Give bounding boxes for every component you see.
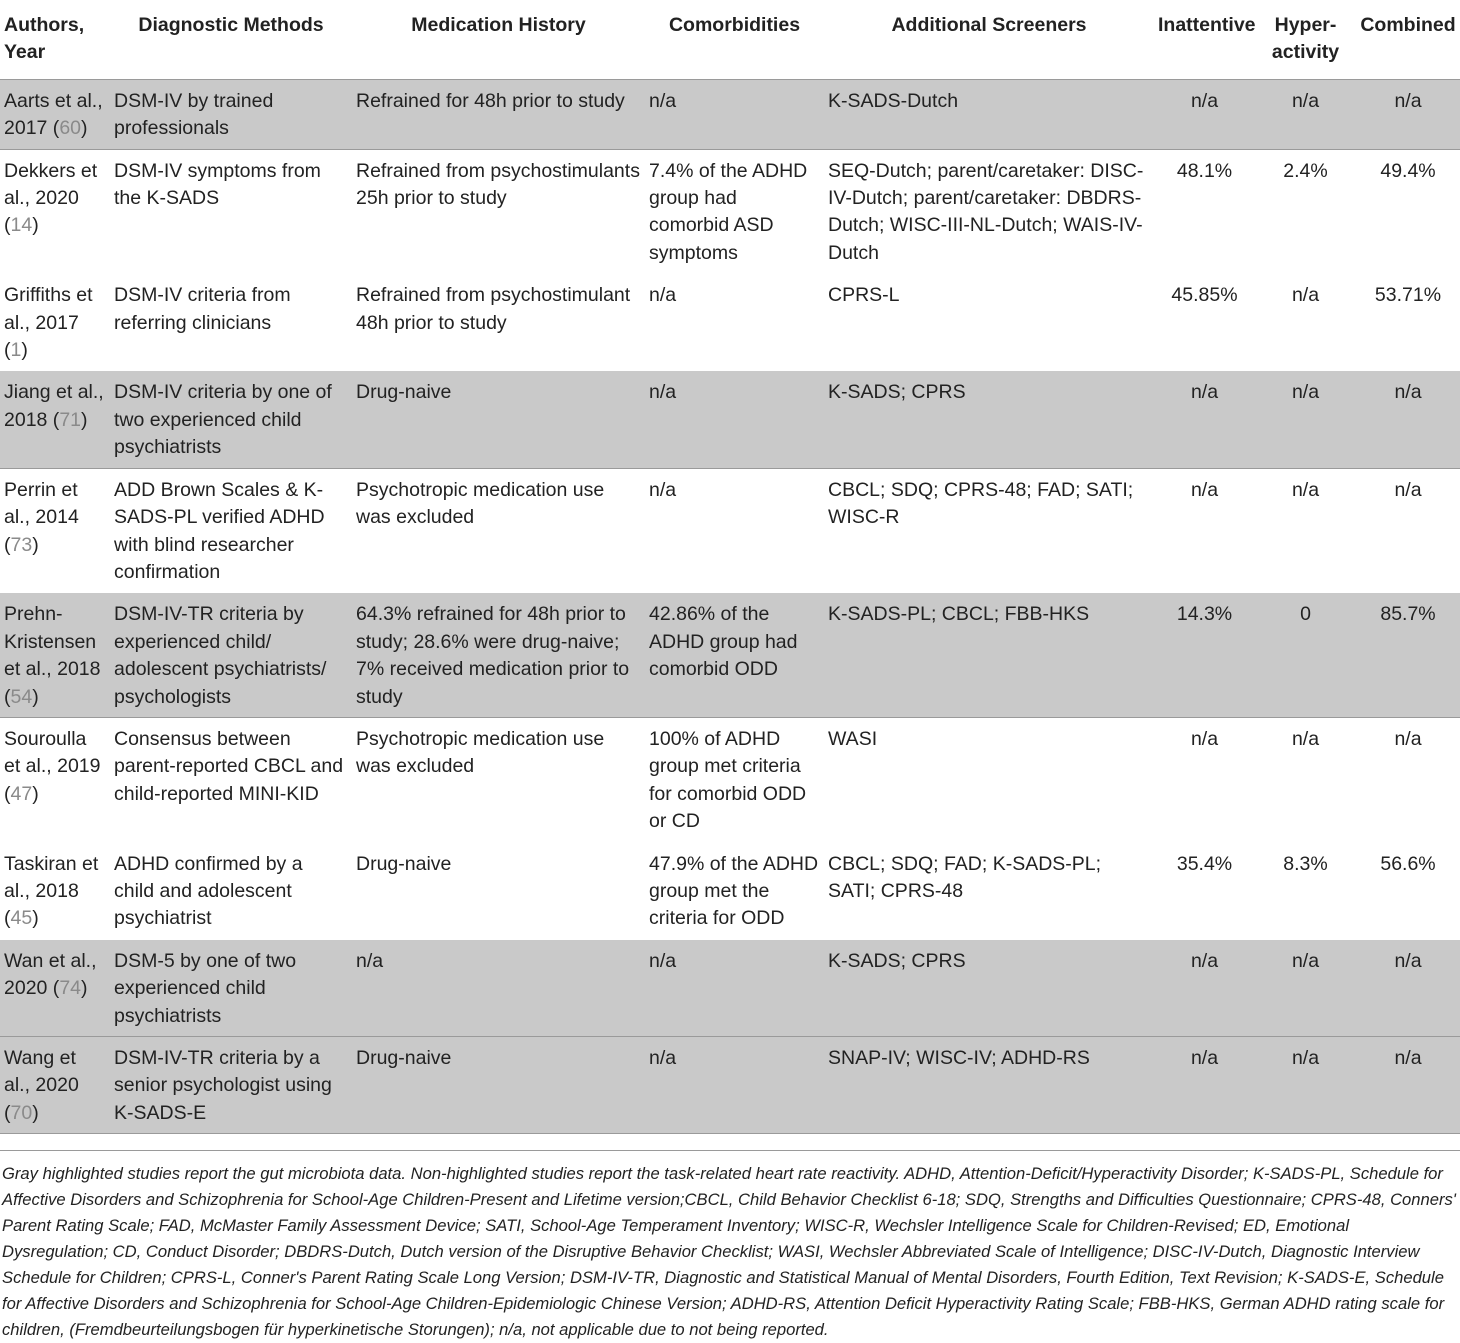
cell-medication-history: 64.3% refrained for 48h prior to study; 28.6% were drug-naive; 7% received medication prior to study	[352, 593, 645, 718]
table-row	[0, 274, 1460, 371]
author-year-text: Dekkers et al., 2020	[4, 159, 98, 210]
cell-hyperactivity: n/a	[1291, 284, 1320, 307]
cell-hyperactivity: n/a	[1291, 727, 1320, 750]
cell-author-year: Prehn-Kristensen et al., 2018 (54)	[0, 593, 110, 718]
cell-inattentive: 35.4%	[1176, 852, 1233, 875]
cell-additional-screeners: CBCL; SDQ; CPRS-48; FAD; SATI; WISC-R	[828, 478, 1134, 529]
author-year-text: Perrin et al., 2014	[4, 478, 79, 529]
cell-combined: n/a	[1394, 478, 1422, 501]
cell-inattentive: n/a	[1154, 939, 1255, 1036]
header-inattentive: Inattentive	[1154, 0, 1255, 79]
cell-medication-history: Drug-naive	[356, 852, 452, 875]
cell-diagnostic-methods: DSM-IV criteria from referring clinicians	[114, 284, 291, 334]
cell-comorbidities: 47.9% of the ADHD group met the criteria for ODD	[649, 852, 819, 930]
cell-additional-screeners: K-SADS-PL; CBCL; FBB-HKS	[824, 593, 1154, 718]
cell-comorbidities: n/a	[649, 478, 677, 501]
reference-link[interactable]: 70	[10, 1101, 33, 1124]
reference-link[interactable]: 71	[59, 408, 82, 431]
cell-hyperactivity: n/a	[1255, 1037, 1356, 1134]
header-diagnostic-methods: Diagnostic Methods	[110, 0, 352, 79]
table-row	[0, 842, 1460, 939]
cell-additional-screeners: SEQ-Dutch; parent/caretaker: DISC-IV-Dutch; parent/caretaker: DBDRS-Dutch; WISC-III-NL-Dutch; WAIS-IV-Dutch	[828, 159, 1144, 264]
cell-combined: n/a	[1356, 1037, 1460, 1134]
cell-diagnostic-methods: DSM-IV criteria by one of two experienced child psychiatrists	[110, 371, 352, 468]
table-row	[0, 468, 1460, 593]
cell-hyperactivity: 8.3%	[1283, 852, 1328, 875]
author-year-text: Wan et al., 2020	[4, 949, 97, 1000]
header-combined: Combined	[1356, 0, 1460, 79]
author-year-text: Jiang et al., 2018	[4, 381, 104, 431]
reference-link[interactable]: 45	[10, 907, 33, 930]
author-year-text: Prehn-Kristensen et al., 2018	[4, 603, 101, 681]
author-year-text: Souroulla et al., 2019	[4, 727, 101, 778]
cell-inattentive: n/a	[1154, 371, 1255, 468]
header-hyperactivity: Hyper-activity	[1255, 0, 1356, 79]
cell-combined: n/a	[1356, 79, 1460, 149]
cell-inattentive: n/a	[1154, 79, 1255, 149]
reference-link[interactable]: 74	[59, 977, 82, 1000]
cell-author-year: Taskiran et al., 2018 (45)	[4, 852, 99, 930]
cell-comorbidities: n/a	[645, 79, 824, 149]
header-medication-history: Medication History	[352, 0, 645, 79]
cell-medication-history: Refrained from psychostimulant 48h prior to study	[356, 284, 631, 334]
reference-link[interactable]: 1	[10, 339, 22, 362]
cell-author-year: Perrin et al., 2014 (73)	[4, 478, 79, 556]
author-year-text: Aarts et al., 2017	[4, 89, 103, 140]
table-footnote: Gray highlighted studies report the gut microbiota data. Non-highlighted studies report the task-related heart rate reactivity. ADHD, Attention-Deficit/Hyperactivity Disorder; K-SADS-PL, Schedule for Affective Disorders and Schizophrenia for School-Age Children-Present and Lifetime version;CBCL, Child Behavior Checklist 6-18; SDQ, Strengths and Difficulties Questionnaire; CPRS-48, Conners' Parent Rating Scale; FAD, McMaster Family Assessment Device; SATI, School-Age Temperament Inventory; WISC-R, Wechsler Intelligence Scale for Children-Revised; ED, Emotional Dysregulation; CD, Conduct Disorder; DBDRS-Dutch, Dutch version of the Disruptive Behavior Checklist; WASI, Wechsler Abbreviated Scale of Intelligence; DISC-IV-Dutch, Diagnostic Interview Schedule for Children; CPRS-L, Conner's Parent Rating Scale Long Version; DSM-IV-TR, Diagnostic and Statistical Manual of Mental Disorders, Fourth Edition, Text Revision; K-SADS-E, Schedule for Affective Disorders and Schizophrenia for School-Age Children-Epidemiologic Chinese Version; ADHD-RS, Attention Deficit Hyperactivity Rating Scale; FBB-HKS, German ADHD rating scale for children, (Fremdbeurteilungsbogen für hyperkinetische Storungen); n/a, not applicable due to not being reported.	[0, 1150, 1460, 1343]
cell-author-year: Dekkers et al., 2020 (14)	[4, 159, 98, 237]
cell-hyperactivity: n/a	[1255, 79, 1356, 149]
cell-medication-history: n/a	[352, 939, 645, 1036]
cell-combined: n/a	[1394, 727, 1422, 750]
header-additional-screeners: Additional Screeners	[824, 0, 1154, 79]
table-row	[0, 371, 1460, 468]
cell-diagnostic-methods: ADHD confirmed by a child and adolescent psychiatrist	[114, 852, 303, 930]
author-year-text: Griffiths et al., 2017	[4, 284, 93, 334]
cell-medication-history: Refrained for 48h prior to study	[352, 79, 645, 149]
cell-author-year: Griffiths et al., 2017 (1)	[4, 284, 93, 362]
table-row	[0, 939, 1460, 1036]
cell-diagnostic-methods: DSM-IV-TR criteria by experienced child/ adolescent psychiatrists/ psychologists	[110, 593, 352, 718]
author-year-text: Wang et al., 2020	[4, 1047, 79, 1097]
cell-medication-history: Psychotropic medication use was excluded	[356, 727, 605, 778]
cell-diagnostic-methods: DSM-IV symptoms from the K-SADS	[114, 159, 321, 210]
cell-hyperactivity: n/a	[1255, 371, 1356, 468]
cell-author-year: Souroulla et al., 2019 (47)	[4, 727, 101, 805]
reference-link[interactable]: 73	[10, 533, 33, 556]
table-row	[0, 717, 1460, 842]
reference-link[interactable]: 14	[10, 214, 33, 237]
reference-link[interactable]: 47	[10, 782, 33, 805]
cell-medication-history: Psychotropic medication use was excluded	[356, 478, 605, 529]
header-authors-year: Authors, Year	[0, 0, 110, 79]
cell-combined: 49.4%	[1380, 159, 1436, 182]
cell-diagnostic-methods: DSM-IV-TR criteria by a senior psychologist using K-SADS-E	[110, 1037, 352, 1134]
cell-additional-screeners: WASI	[828, 727, 878, 750]
cell-medication-history: Drug-naive	[352, 1037, 645, 1134]
cell-diagnostic-methods: ADD Brown Scales & K-SADS-PL verified ADHD with blind researcher confirmation	[114, 478, 325, 583]
cell-diagnostic-methods: Consensus between parent-reported CBCL and child-reported MINI-KID	[114, 727, 344, 805]
cell-combined: 53.71%	[1374, 284, 1442, 307]
author-year-text: Taskiran et al., 2018	[4, 852, 99, 902]
table-row	[0, 593, 1460, 718]
cell-additional-screeners: SNAP-IV; WISC-IV; ADHD-RS	[824, 1037, 1154, 1134]
cell-comorbidities: 7.4% of the ADHD group had comorbid ASD symptoms	[649, 159, 808, 264]
cell-additional-screeners: CBCL; SDQ; FAD; K-SADS-PL; SATI; CPRS-48	[828, 852, 1102, 902]
table-row	[0, 1037, 1460, 1134]
cell-diagnostic-methods: DSM-5 by one of two experienced child psychiatrists	[110, 939, 352, 1036]
cell-combined: n/a	[1356, 371, 1460, 468]
cell-medication-history: Drug-naive	[352, 371, 645, 468]
cell-comorbidities: 42.86% of the ADHD group had comorbid ODD	[645, 593, 824, 718]
cell-combined: n/a	[1356, 939, 1460, 1036]
cell-comorbidities: n/a	[645, 371, 824, 468]
cell-inattentive: 14.3%	[1154, 593, 1255, 718]
cell-author-year: Wang et al., 2020 (70)	[0, 1037, 110, 1134]
cell-inattentive: n/a	[1190, 727, 1219, 750]
cell-comorbidities: n/a	[645, 939, 824, 1036]
cell-inattentive: 45.85%	[1171, 284, 1238, 307]
cell-hyperactivity: 2.4%	[1283, 159, 1328, 182]
cell-hyperactivity: 0	[1255, 593, 1356, 718]
table-body	[0, 79, 1460, 1133]
reference-link[interactable]: 60	[59, 117, 82, 140]
table-header-row	[0, 0, 1460, 79]
cell-comorbidities: n/a	[645, 1037, 824, 1134]
table-row	[0, 149, 1460, 274]
cell-inattentive: 48.1%	[1176, 159, 1233, 182]
cell-comorbidities: 100% of ADHD group met criteria for comorbid ODD or CD	[649, 727, 807, 833]
cell-hyperactivity: n/a	[1291, 478, 1320, 501]
cell-author-year: Jiang et al., 2018 (71)	[0, 371, 110, 468]
cell-inattentive: n/a	[1190, 478, 1219, 501]
cell-additional-screeners: K-SADS; CPRS	[824, 371, 1154, 468]
cell-author-year: Wan et al., 2020 (74)	[0, 939, 110, 1036]
cell-comorbidities: n/a	[649, 284, 677, 307]
cell-diagnostic-methods: DSM-IV by trained professionals	[110, 79, 352, 149]
cell-author-year: Aarts et al., 2017 (60)	[0, 79, 110, 149]
cell-additional-screeners: K-SADS; CPRS	[824, 939, 1154, 1036]
cell-additional-screeners: K-SADS-Dutch	[824, 79, 1154, 149]
cell-combined: 56.6%	[1380, 852, 1436, 875]
cell-additional-screeners: CPRS-L	[828, 284, 900, 307]
reference-link[interactable]: 54	[10, 685, 33, 708]
header-comorbidities: Comorbidities	[645, 0, 824, 79]
cell-inattentive: n/a	[1154, 1037, 1255, 1134]
cell-combined: 85.7%	[1356, 593, 1460, 718]
table-row	[0, 79, 1460, 149]
cell-hyperactivity: n/a	[1255, 939, 1356, 1036]
cell-medication-history: Refrained from psychostimulants 25h prior to study	[356, 159, 640, 210]
